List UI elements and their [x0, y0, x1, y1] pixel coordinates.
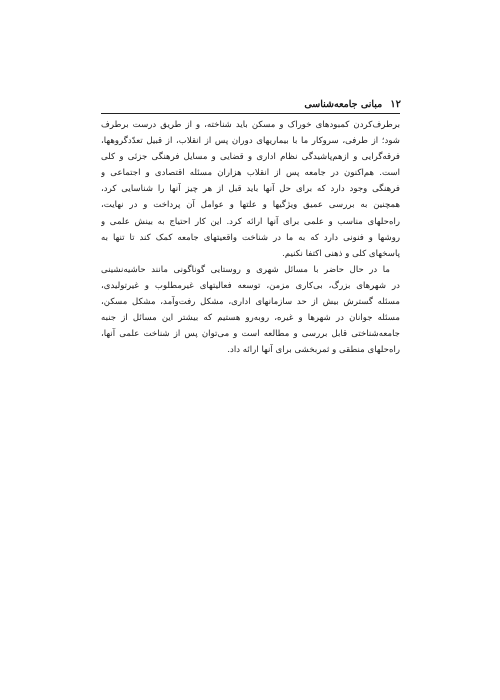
- text-line: شود؛ از طرفی، سروکار ما با بیماریهای دوران پس از انقلاب، از قبیل تعدّدگروهها،: [101, 136, 400, 147]
- text-line: در شهرهای بزرگ، بی‌کاری مزمن، توسعه فعالیتهای غیرمطلوب و غیرتولیدی،: [101, 280, 400, 291]
- text-line: راه‌حلهای منطقی و ثمربخشی برای آنها ارائه داد.: [227, 345, 400, 356]
- text-line: پاسخهای کلی و ذهنی اکتفا نکنیم.: [282, 248, 400, 259]
- text-line: جامعه‌شناختی قابل بررسی و مطالعه است و می‌توان پس از شناخت علمی آنها،: [101, 329, 400, 340]
- text-line: راه‌حلهای مناسب و علمی برای آنها ارائه کرد. این کار احتیاج به بینش علمی و: [101, 216, 400, 227]
- text-line: برطرف‌کردن کمبودهای خوراک و مسکن باید شناخته، و از طریق درست برطرف: [101, 120, 400, 130]
- text-line: مسئله جوانان در شهرها و غیره، روبه‌رو هستیم که بیشتر این مسائل از جنبه: [101, 313, 400, 324]
- body-text: [101, 117, 400, 358]
- page-number: ۱۲: [390, 98, 401, 110]
- text-line: همچنین به بررسی عمیق ویژگیها و علتها و عوامل آن پرداخت و در نهایت،: [101, 200, 400, 211]
- text-line: فرقه‌گرایی و ازهم‌پاشیدگی نظام اداری و قضایی و مسایل فرهنگی جزئی و کلی: [101, 152, 400, 163]
- paragraph-2: [101, 262, 400, 359]
- header-rule: [101, 113, 400, 114]
- running-title: مبانی جامعه‌شناسی: [304, 98, 383, 110]
- text-line: ما در حال حاضر با مسائل شهری و روستایی گوناگونی مانند حاشیه‌نشینی: [101, 264, 390, 275]
- running-head: [101, 96, 401, 112]
- text-line: مسئله گسترش بیش از حد سازمانهای اداری، مشکل رفت‌وآمد، مشکل مسکن،: [101, 297, 400, 308]
- text-line: است. هم‌اکنون در جامعه پس از انقلاب هزاران مسئله اقتصادی و اجتماعی و: [101, 168, 400, 179]
- paragraph-1: [101, 117, 400, 262]
- text-line: فرهنگی وجود دارد که برای حل آنها باید قبل از هر چیز آنها را شناسایی کرد،: [101, 184, 400, 195]
- text-line: روشها و فنونی دارد که به ما در شناخت واقعیتهای جامعه کمک کند تا تنها به: [101, 232, 400, 243]
